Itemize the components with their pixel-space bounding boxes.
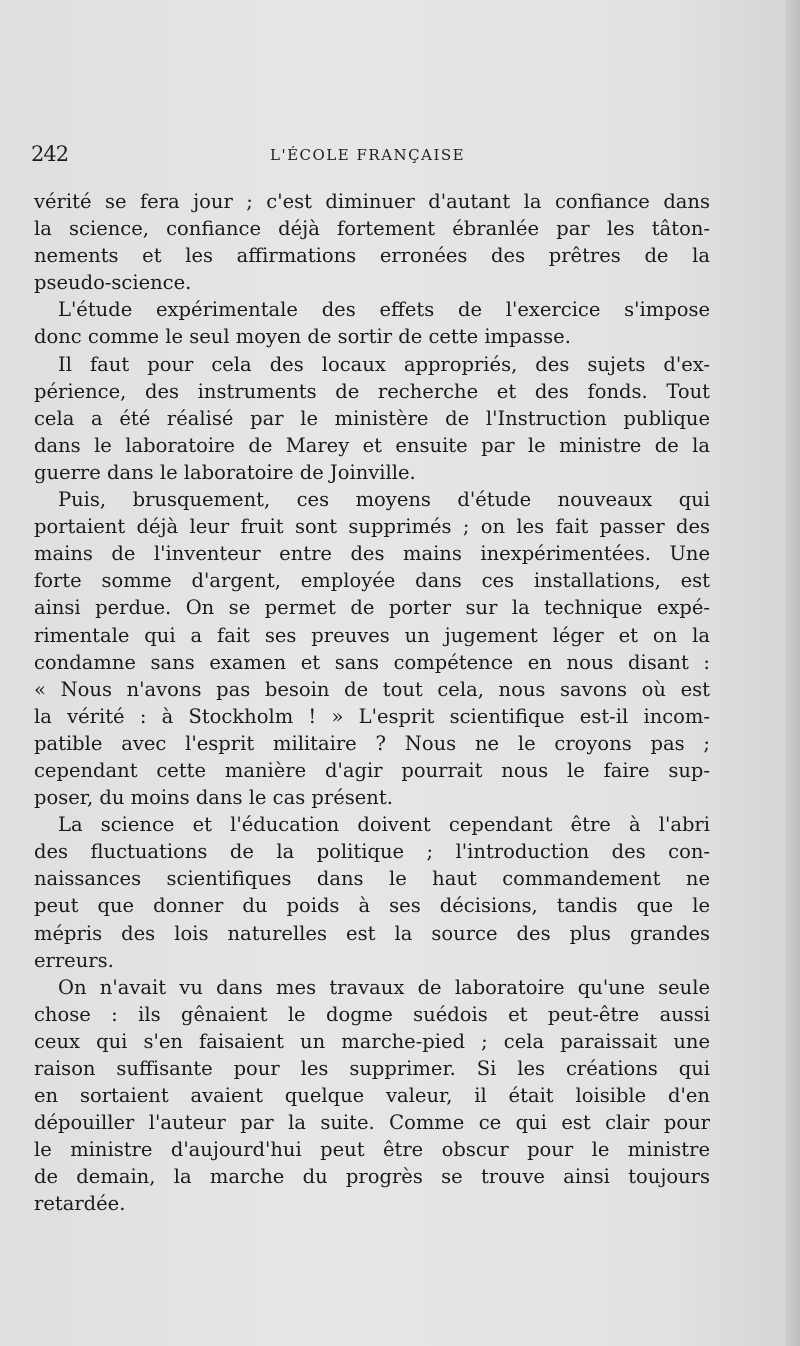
text-line: erreurs. xyxy=(34,948,114,972)
text-line: rimentale qui a fait ses preuves un jugement léger et on la xyxy=(34,623,710,647)
text-line: poser, du moins dans le cas présent. xyxy=(34,786,393,810)
text-line: donc comme le seul moyen de sortir de cette impasse. xyxy=(34,325,571,349)
text-line: dépouiller l'auteur par la suite. Comme ce qui est clair pour xyxy=(34,1111,710,1135)
text-line: le ministre d'aujourd'hui peut être obscur pour le ministre xyxy=(34,1138,710,1162)
running-title: L'ÉCOLE FRANÇAISE xyxy=(270,146,466,164)
text-line: des fluctuations de la politique ; l'introduction des con- xyxy=(34,840,710,864)
text-line: forte somme d'argent, employée dans ces installations, est xyxy=(34,569,710,593)
text-line: patible avec l'esprit militaire ? Nous ne le croyons pas ; xyxy=(34,731,710,755)
text-line: cela a été réalisé par le ministère de l'Instruction publique xyxy=(34,406,710,430)
text-line: périence, des instruments de recherche et des fonds. Tout xyxy=(34,379,710,403)
text-line: guerre dans le laboratoire de Joinville. xyxy=(34,460,416,484)
page-number: 242 xyxy=(31,142,69,166)
text-line: mépris des lois naturelles est la source des plus grandes xyxy=(34,921,710,945)
text-line: ceux qui s'en faisaient un marche-pied ; cela paraissait une xyxy=(34,1029,710,1053)
text-line: dans le laboratoire de Marey et ensuite par le ministre de la xyxy=(34,433,710,457)
text-line: condamne sans examen et sans compétence en nous disant : xyxy=(34,650,710,674)
text-line: On n'avait vu dans mes travaux de laboratoire qu'une seule xyxy=(58,975,710,999)
text-line: portaient déjà leur fruit sont supprimés ; on les fait passer des xyxy=(34,515,710,539)
text-line: Puis, brusquement, ces moyens d'étude nouveaux qui xyxy=(58,488,710,512)
text-line: en sortaient avaient quelque valeur, il était loisible d'en xyxy=(34,1084,710,1108)
text-line: naissances scientifiques dans le haut commandement ne xyxy=(34,867,710,891)
page-header xyxy=(31,142,711,172)
text-line: la vérité : à Stockholm ! » L'esprit scientifique est-il incom- xyxy=(34,704,710,728)
text-line: « Nous n'avons pas besoin de tout cela, nous savons où est xyxy=(34,677,710,701)
text-line: chose : ils gênaient le dogme suédois et peut-être aussi xyxy=(34,1002,710,1026)
text-line: L'étude expérimentale des effets de l'exercice s'impose xyxy=(58,298,710,322)
text-line: mains de l'inventeur entre des mains inexpérimentées. Une xyxy=(34,542,710,566)
text-line: retardée. xyxy=(34,1192,126,1216)
text-line: raison suffisante pour les supprimer. Si les créations qui xyxy=(34,1057,710,1080)
text-line: cependant cette manière d'agir pourrait nous le faire sup- xyxy=(34,758,710,782)
text-line: vérité se fera jour ; c'est diminuer d'autant la confiance dans xyxy=(34,190,710,213)
text-line: pseudo-science. xyxy=(34,271,192,295)
text-line: la science, confiance déjà fortement ébranlée par les tâton- xyxy=(34,217,710,241)
text-line: peut que donner du poids à ses décisions, tandis que le xyxy=(34,894,710,918)
body-text xyxy=(34,188,710,1218)
text-line: de demain, la marche du progrès se trouve ainsi toujours xyxy=(34,1165,710,1189)
text-line: ainsi perdue. On se permet de porter sur la technique expé- xyxy=(34,596,710,620)
page-edge xyxy=(785,0,800,1346)
text-line: La science et l'éducation doivent cependant être à l'abri xyxy=(58,813,710,837)
text-line: nements et les affirmations erronées des prêtres de la xyxy=(34,244,710,268)
text-line: Il faut pour cela des locaux appropriés, des sujets d'ex- xyxy=(58,352,710,376)
